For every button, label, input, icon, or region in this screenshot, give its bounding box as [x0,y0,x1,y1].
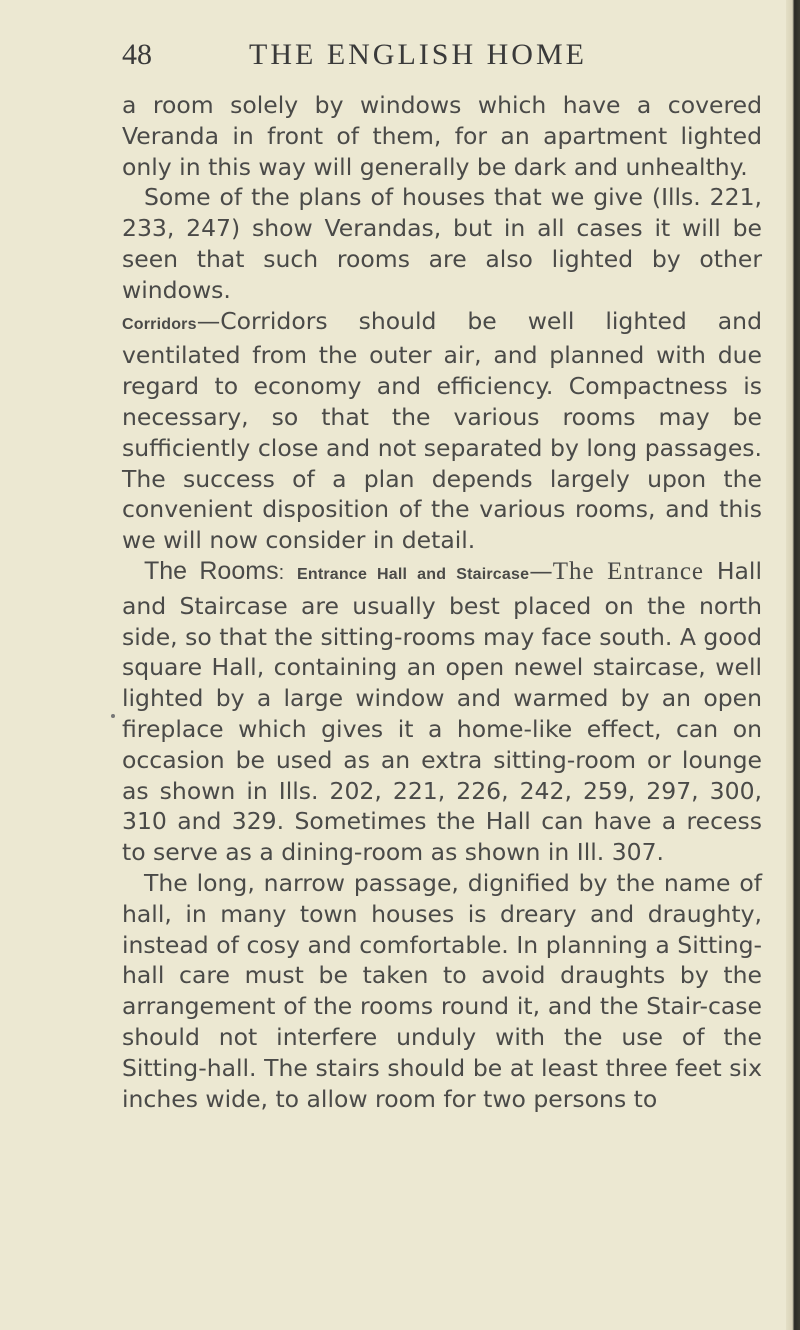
page-edge-shadow [786,0,800,1330]
corridors-text: —Corridors should be well lighted and ventilated from the outer air, and planned with due regard to economy and efficiency. Compactness is necessary, so that the various rooms may be sufficiently close and not separated by long passages. The success of a plan depends largely upon the convenient disposition of the various rooms, and this we will now consider in detail. [122,306,762,555]
paragraph-corridors [122,306,762,556]
paragraph-plans: Some of the plans of houses that we give (Ills. 221, 233, 247) show Verandas, but in all cases it will be seen that such rooms are also lighted by other windows. [122,183,762,304]
body-text [122,90,762,1114]
page-header [122,38,682,88]
paragraph-veranda: a room solely by windows which have a covered Veranda in front of them, for an apartment lighted only in this way will generally be dark and unhealthy. [122,91,762,181]
margin-mark [111,714,115,718]
sidenote-entrance-hall: Entrance Hall and Staircase [296,565,530,583]
paragraph-passage: The long, narrow passage, dignified by the name of hall, in many town houses is dreary and draughty, instead of cosy and comfortable. In planning a Sitting-hall care must be taken to avoid draughts by the arrangement of the rooms round it, and the Stair-case should not interfere unduly with the use of the Sitting-hall. The stairs should be at least three feet six inches wide, to allow room for two persons to [122,868,762,1113]
running-head: THE ENGLISH HOME [249,38,587,71]
inline-entrance-title: The Entrance [552,557,705,585]
heading-dash: — [529,556,553,585]
page-number: 48 [122,38,152,71]
heading-the-rooms: The Rooms [144,556,279,585]
sidenote-corridors: Corridors [122,315,197,333]
rooms-text: Hall and Staircase are usually best placed on the north side, so that the sitting-rooms may face south. A good square Hall, containing an open newel staircase, well lighted by a large window and warmed by an open fireplace which gives it a home-like effect, can on occasion be used as an extra sitting-room or lounge as shown in Ills. 202, 221, 226, 242, 259, 297, 300, 310 and 329. Sometimes the Hall can have a recess to serve as a dining-room as shown in Ill. 307. [122,556,762,867]
paragraph-rooms [122,556,762,868]
heading-colon: : [278,561,285,584]
